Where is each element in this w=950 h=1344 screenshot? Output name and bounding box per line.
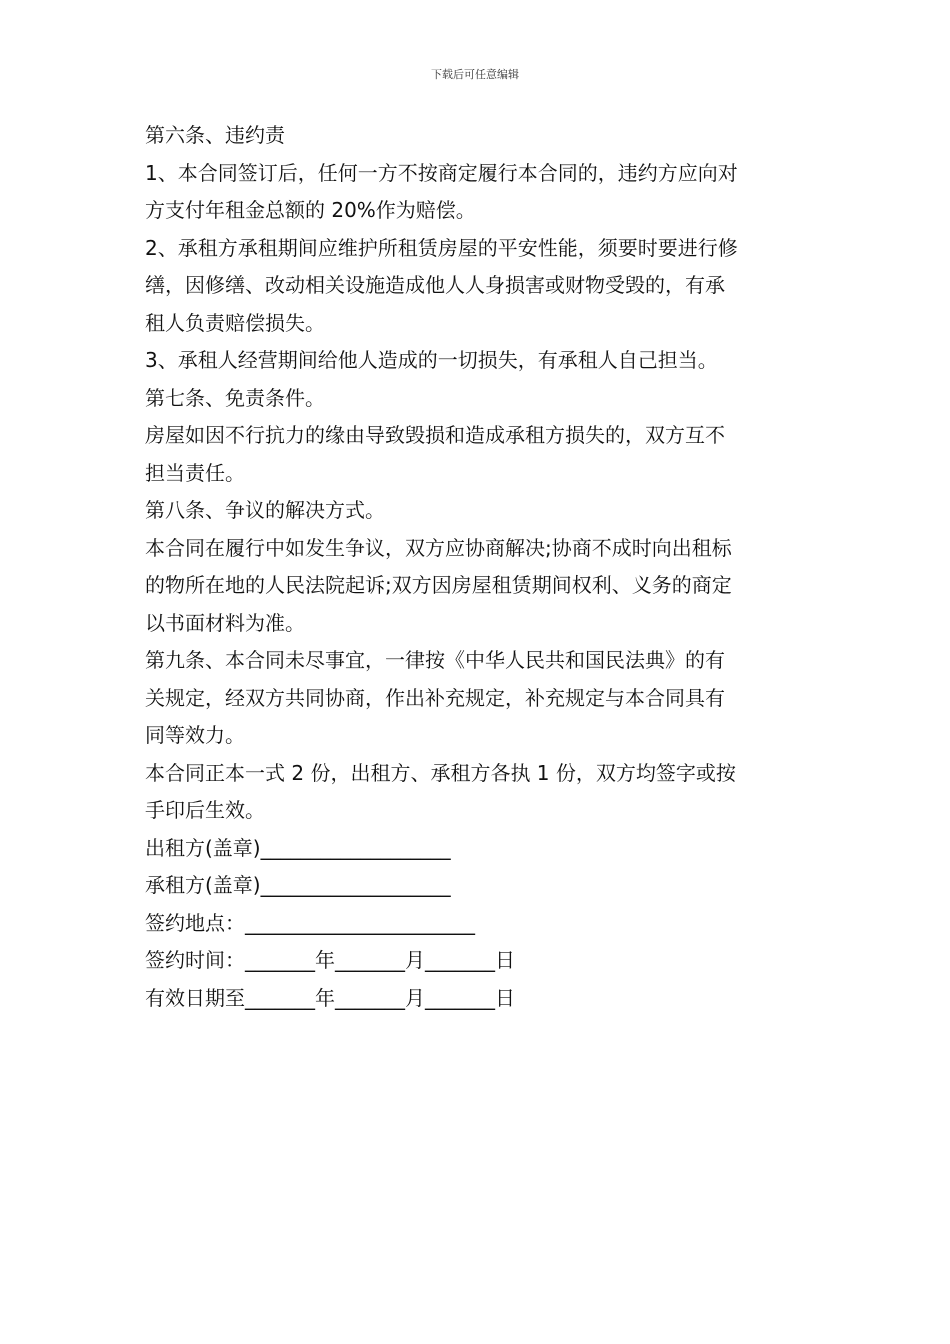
lessee-signature-line: 承租方(盖章)___________________ <box>145 873 451 897</box>
valid-until-line: 有效日期至_______年_______月_______日 <box>145 985 515 1010</box>
text-line: 本合同在履行中如发生争议，双方应协商解决;协商不成时向出租标 <box>145 535 732 560</box>
text-line: 方支付年租金总额的 20%作为赔偿。 <box>145 198 476 222</box>
article-6-clause-3 <box>145 342 807 380</box>
text-line: 2、承租方承租期间应维护所租赁房屋的平安性能，须要时要进行修 <box>145 235 738 260</box>
signing-place-line: 签约地点：_______________________ <box>145 910 475 935</box>
text-line: 房屋如因不行抗力的缘由导致毁损和造成承租方损失的，双方互不 <box>145 423 725 447</box>
text-line: 租人负责赔偿损失。 <box>145 310 325 335</box>
text-line: 缮，因修缮、改动相关设施造成他人人身损害或财物受毁的，有承 <box>145 273 725 297</box>
text-line: 以书面材料为准。 <box>145 610 305 635</box>
article-7-body <box>145 417 807 492</box>
text-line: 第七条、免责条件。 <box>145 385 325 410</box>
document-body <box>145 117 807 1017</box>
text-line: 关规定，经双方共同协商，作出补充规定，补充规定与本合同具有 <box>145 685 725 710</box>
article-8-title <box>145 492 807 530</box>
article-9-body <box>145 642 807 755</box>
article-8-body <box>145 530 807 643</box>
text-line: 本合同正本一式 2 份，出租方、承租方各执 1 份，双方均签字或按 <box>145 760 736 785</box>
text-line: 3、承租人经营期间给他人造成的一切损失，有承租人自己担当。 <box>145 348 718 372</box>
text-line: 担当责任。 <box>145 460 245 485</box>
text-line: 同等效力。 <box>145 723 245 747</box>
signing-date-line: 签约时间：_______年_______月_______日 <box>145 948 515 972</box>
article-7-title <box>145 380 807 418</box>
article-6-clause-1 <box>145 155 807 230</box>
text-line: 第九条、本合同未尽事宜，一律按《中华人民共和国民法典》的有 <box>145 648 725 672</box>
text-line: 1、本合同签订后，任何一方不按商定履行本合同的，违约方应向对 <box>145 160 738 185</box>
text-line: 手印后生效。 <box>145 798 265 822</box>
lessor-signature-line: 出租方(盖章)___________________ <box>145 835 451 860</box>
text-line: 第八条、争议的解决方式。 <box>145 498 385 522</box>
text-line: 第六条、违约责 <box>145 123 285 147</box>
article-6-clause-2 <box>145 230 807 343</box>
article-6-title <box>145 117 807 155</box>
copies-clause <box>145 755 807 830</box>
page-header-note: 下载后可任意编辑 <box>431 68 519 81</box>
text-line: 的物所在地的人民法院起诉;双方因房屋租赁期间权利、义务的商定 <box>145 573 732 597</box>
